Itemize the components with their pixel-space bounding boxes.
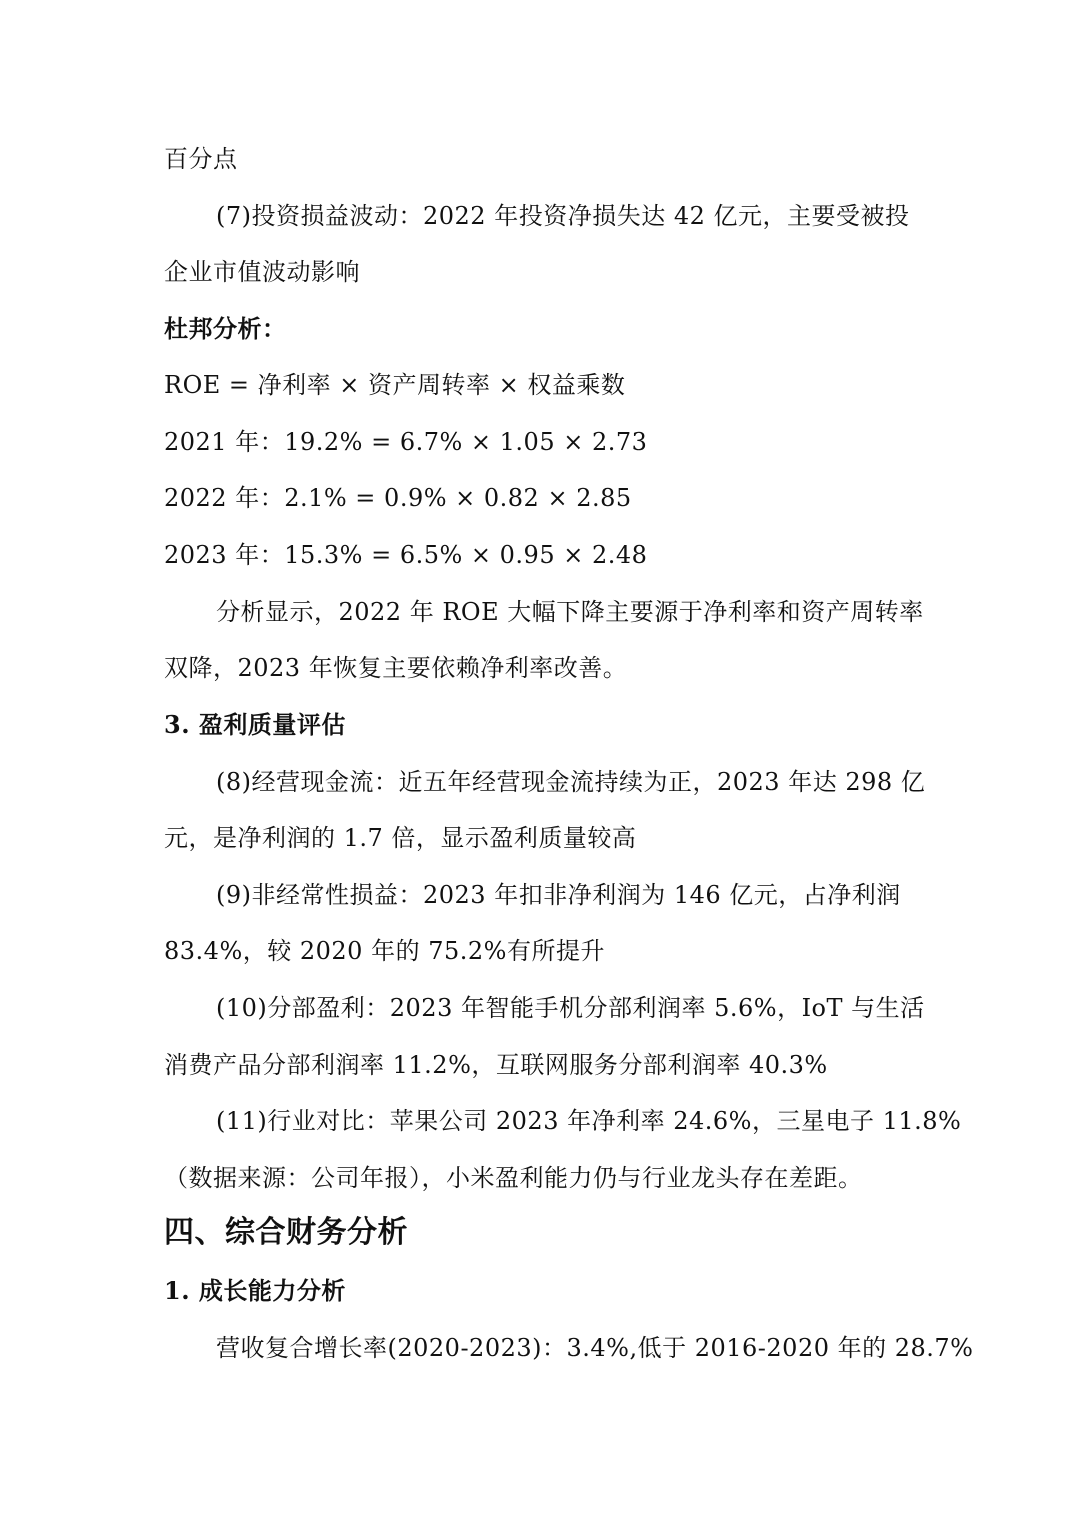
paragraph-line: (10)分部盈利：2023 年智能手机分部利润率 5.6%，IoT 与生活 <box>216 994 925 1022</box>
paragraph-line: 83.4%，较 2020 年的 75.2%有所提升 <box>164 937 605 965</box>
paragraph-line: 营收复合增长率(2020-2023)：3.4%,低于 2016-2020 年的 28.7% <box>216 1334 974 1362</box>
section-heading: 杜邦分析： <box>164 314 287 343</box>
paragraph-line: (9)非经常性损益：2023 年扣非净利润为 146 亿元，占净利润 <box>216 881 901 909</box>
formula-line: ROE = 净利率 × 资产周转率 × 权益乘数 <box>164 371 626 399</box>
formula-line: 2021 年：19.2% = 6.7% × 1.05 × 2.73 <box>164 428 648 456</box>
section-heading: 3. 盈利质量评估 <box>164 710 346 739</box>
paragraph-line: (8)经营现金流：近五年经营现金流持续为正，2023 年达 298 亿 <box>216 768 926 796</box>
paragraph-line: 百分点 <box>164 145 238 173</box>
paragraph-line: 双降，2023 年恢复主要依赖净利率改善。 <box>164 654 628 682</box>
paragraph-line: 元，是净利润的 1.7 倍，显示盈利质量较高 <box>164 824 637 852</box>
formula-line: 2023 年：15.3% = 6.5% × 0.95 × 2.48 <box>164 541 648 569</box>
section-heading: 1. 成长能力分析 <box>164 1276 346 1305</box>
paragraph-line: (7)投资损益波动：2022 年投资净损失达 42 亿元，主要受被投 <box>216 202 910 230</box>
paragraph-line: (11)行业对比：苹果公司 2023 年净利率 24.6%，三星电子 11.8% <box>216 1107 962 1135</box>
chapter-heading: 四、综合财务分析 <box>164 1215 408 1250</box>
paragraph-line: 分析显示，2022 年 ROE 大幅下降主要源于净利率和资产周转率 <box>216 598 924 626</box>
formula-line: 2022 年：2.1% = 0.9% × 0.82 × 2.85 <box>164 484 632 512</box>
paragraph-line: 消费产品分部利润率 11.2%，互联网服务分部利润率 40.3% <box>164 1051 828 1079</box>
paragraph-line: （数据来源：公司年报），小米盈利能力仍与行业龙头存在差距。 <box>164 1164 863 1192</box>
paragraph-line: 企业市值波动影响 <box>164 258 360 286</box>
